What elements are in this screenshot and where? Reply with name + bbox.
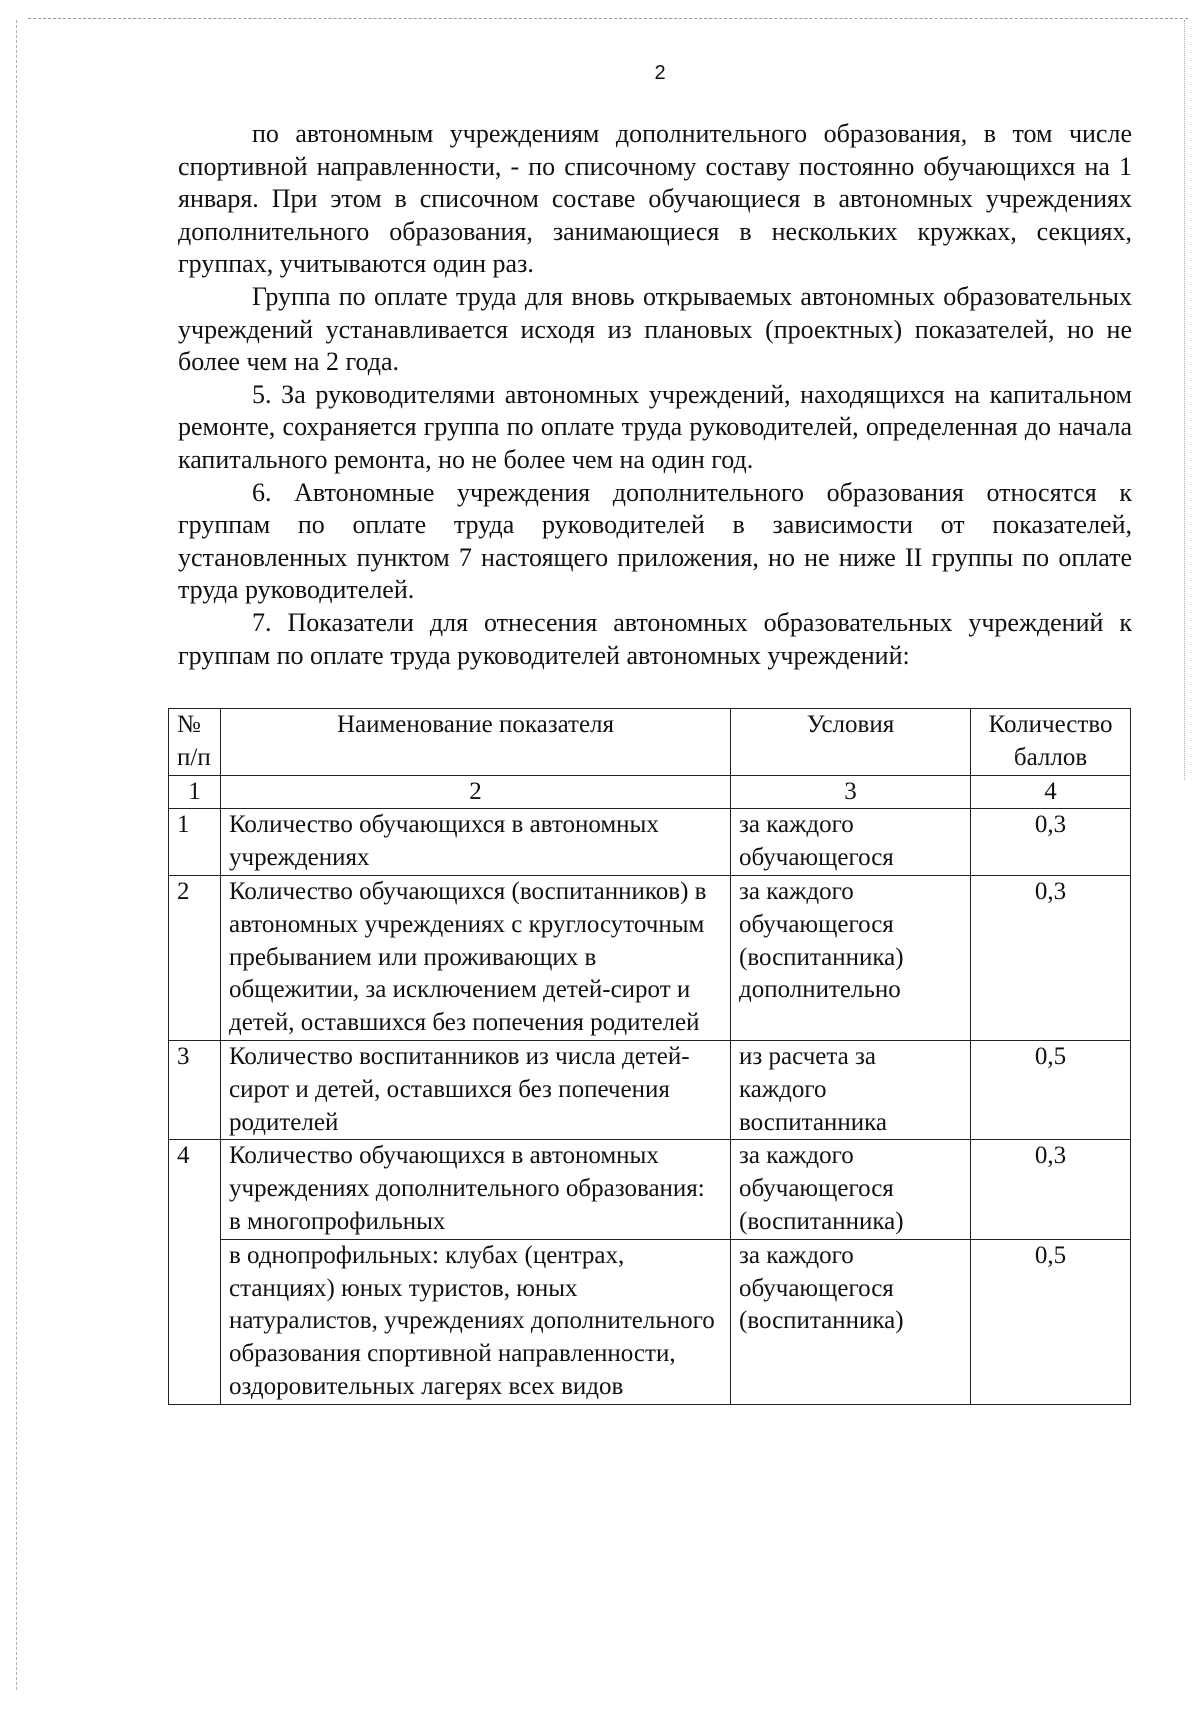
header-condition: Условия: [731, 709, 971, 776]
table-row: [169, 1239, 1131, 1404]
paragraph: 7. Показатели для отнесения автономных образовательных учреждений к группам по оплате труда руководителей автономных учреждений:: [178, 607, 1132, 670]
row-name: Количество воспитанников из числа детей-сирот и детей, оставшихся без попечения родителей: [221, 1040, 731, 1139]
row-number: 1: [169, 809, 221, 876]
paragraph: 6. Автономные учреждения дополнительного образования относятся к группам по оплате труда руководителей в зависимости от показателей, установленных пунктом 7 настоящего приложения, но не ниже II группы по оплате труда руководителей.: [178, 477, 1132, 605]
header-name: Наименование показателя: [221, 709, 731, 776]
row-points: 0,5: [971, 1239, 1131, 1404]
row-condition: за каждого обучающегося: [731, 809, 971, 876]
row-number: 2: [169, 875, 221, 1040]
page-number: 2: [654, 62, 666, 84]
body-text: [178, 118, 1132, 672]
row-name: Количество обучающихся (воспитанников) в автономных учреждениях с круглосуточным пребыванием или проживающих в общежитии, за исключением детей-сирот и детей, оставшихся без попечения родителей: [221, 875, 731, 1040]
column-number-row: [169, 775, 1131, 809]
table-row: [169, 809, 1131, 876]
row-points: 0,3: [971, 1140, 1131, 1239]
row-condition: за каждого обучающегося (воспитанника) дополнительно: [731, 875, 971, 1040]
row-condition: за каждого обучающегося (воспитанника): [731, 1140, 971, 1239]
row-number: 4: [169, 1140, 221, 1404]
column-number: 2: [221, 775, 731, 809]
row-name: Количество обучающихся в автономных учреждениях дополнительного образования: в многопрофильных: [221, 1140, 731, 1239]
table-header-row: [169, 709, 1131, 776]
paragraph: по автономным учреждениям дополнительного образования, в том числе спортивной направленности, - по списочному составу постоянно обучающихся на 1 января. При этом в списочном составе обучающиеся в автономных учреждениях дополнительного образования, занимающиеся в нескольких кружках, секциях, группах, учитываются один раз.: [178, 119, 1132, 279]
table-row: [169, 875, 1131, 1040]
scan-border-right: [1184, 20, 1185, 780]
row-points: 0,3: [971, 809, 1131, 876]
column-number: 3: [731, 775, 971, 809]
row-number: 3: [169, 1040, 221, 1139]
indicators-table: [168, 708, 1131, 1405]
scan-border-top: [28, 18, 1188, 19]
header-points: Количество баллов: [971, 709, 1131, 776]
header-number: № п/п: [169, 709, 221, 776]
row-name: в однопрофильных: клубах (центрах, станциях) юных туристов, юных натуралистов, учреждениях дополнительного образования спортивной направленности, оздоровительных лагерях всех видов: [221, 1239, 731, 1404]
column-number: 4: [971, 775, 1131, 809]
row-condition: за каждого обучающегося (воспитанника): [731, 1239, 971, 1404]
row-name: Количество обучающихся в автономных учреждениях: [221, 809, 731, 876]
row-points: 0,5: [971, 1040, 1131, 1139]
row-condition: из расчета за каждого воспитанника: [731, 1040, 971, 1139]
paragraph: Группа по оплате труда для вновь открываемых автономных образовательных учреждений устанавливается исходя из плановых (проектных) показателей, но не более чем на 2 года.: [178, 281, 1132, 377]
table-row: [169, 1040, 1131, 1139]
paragraph: 5. За руководителями автономных учреждений, находящихся на капитальном ремонте, сохраняется группа по оплате труда руководителей, определенная до начала капитального ремонта, но не более чем на один год.: [178, 379, 1132, 474]
row-points: 0,3: [971, 875, 1131, 1040]
scan-border-left: [16, 20, 17, 1690]
table-row: [169, 1140, 1131, 1239]
column-number: 1: [169, 775, 221, 809]
